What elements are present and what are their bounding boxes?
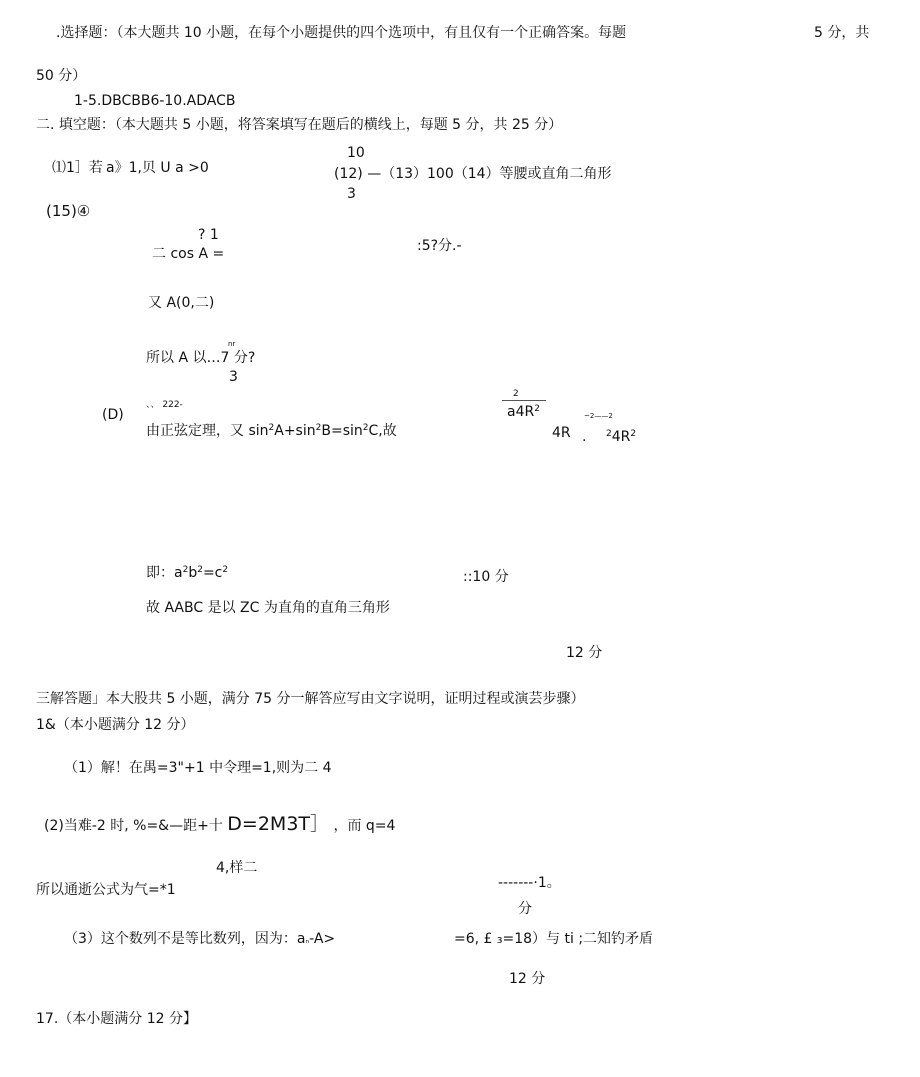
fraction-denominator: 3 [347, 186, 356, 202]
section1-heading: .选择题：（本大题共 10 小题，在每个小题提供的四个选项中，有且仅有一个正确答案。每题 [56, 25, 627, 41]
range-line: 又 A(0,二) [148, 295, 215, 311]
fraction-numerator: 10 [347, 145, 365, 161]
right-small: ~2——2 [584, 412, 613, 420]
sine-law-line: 由正弦定理，又 $\sin^2A+\sin^2B=\sin^2C$,故 [146, 423, 397, 439]
section2-heading: 二. 填空题：（本大题共 5 小题，将答案填写在题后的横线上，每题 5 分，共 25 分） [36, 117, 563, 133]
right-4r: 4R [552, 425, 571, 441]
q16-mark: -------·1。 [498, 875, 561, 891]
q16-fen: 分 [518, 901, 532, 917]
so-small-mark: nr [228, 340, 236, 348]
score-10: ::10 分 [463, 569, 509, 585]
score-12: 12 分 [566, 645, 603, 661]
q11-prefix: ⑴1］若 [52, 160, 103, 176]
cos-line: 二 cos A = [152, 246, 225, 262]
right-4r2: $^24R^2$ [606, 429, 637, 445]
so-denominator: 3 [229, 369, 238, 385]
fraction-bar [502, 400, 546, 401]
cos-fraction-top: ? 1 [198, 227, 219, 243]
score-5: :5?分.- [417, 238, 462, 254]
section1-points: 5 分，共 [814, 25, 870, 41]
so-line: 所以 A 以…7 分? [146, 350, 256, 366]
q12-to-q14-answers: (12) —（13）100（14）等腰或直角二角形 [334, 166, 612, 182]
q16-part2: (2)当难-2 时, %=&—距+十 D=2M3T］ ，而 q=4 [44, 813, 396, 835]
section1-answers: 1-5.DBCBB6-10.ADACB [74, 93, 236, 109]
q16-title: 1&（本小题满分 12 分） [36, 717, 195, 733]
right-frac: $a4R^2$ [507, 404, 540, 420]
q16-formula: 所以通逝公式为气=*1 [36, 882, 176, 898]
ji-line: 即：$a^2b^2=c^2$ [146, 565, 229, 581]
conclusion-line: 故 AABC 是以 ZC 为直角的直角三角形 [146, 600, 390, 616]
q16-part2-cont: 4,样二 [216, 860, 258, 876]
section1-points-wrap: 50 分） [36, 68, 87, 84]
section3-heading: 三解答题」本大股共 5 小题，满分 75 分一解答应写由文字说明，证明过程或演芸步骤） [36, 691, 585, 707]
marks: 、、 222- [146, 400, 183, 410]
q11-answer: a》1,贝 U a >0 [106, 160, 209, 176]
q17-title: 17.（本小题满分 12 分】 [36, 1011, 197, 1027]
q16-score: 12 分 [509, 971, 546, 987]
right-dot: . [582, 429, 587, 445]
right-top-2: 2 [513, 389, 519, 399]
q15-answer: (15)④ [46, 202, 91, 220]
part-d-label: (D) [102, 407, 124, 423]
q16-part3: （3）这个数列不是等比数列，因为：aₙ-A> [64, 931, 336, 947]
q16-part3-right: =6, £ ₃=18）与 ti ;二知钓矛盾 [454, 931, 654, 947]
q16-part1: （1）解！在禺=3"+1 中令理=1,则为二 4 [64, 760, 332, 776]
